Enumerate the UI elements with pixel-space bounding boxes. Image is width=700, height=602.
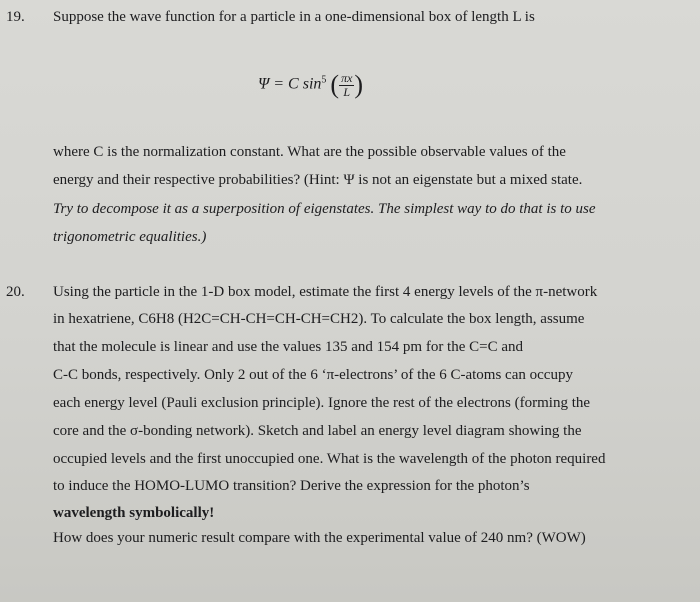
- question-20-line-7: occupied levels and the first unoccupied one. What is the wavelength of the photon required: [53, 451, 606, 467]
- question-20-line-10: How does your numeric result compare with the experimental value of 240 nm? (WOW): [53, 530, 586, 546]
- question-20-line-8: to induce the HOMO-LUMO transition? Derive the expression for the photon’s: [53, 478, 530, 494]
- equation-power: 5: [321, 74, 327, 86]
- question-20-line-1: Using the particle in the 1-D box model, estimate the first 4 energy levels of the π-network: [53, 284, 598, 300]
- equation-fraction: [339, 72, 354, 99]
- question-19-line-3: Try to decompose it as a superposition of eigenstates. The simplest way to do that is to use: [53, 201, 596, 217]
- question-20-number: 20.: [6, 284, 25, 300]
- question-20-line-6: core and the σ-bonding network). Sketch and label an energy level diagram showing the: [53, 423, 582, 439]
- question-20-line-9: wavelength symbolically!: [53, 505, 215, 521]
- question-19-line-4: trigonometric equalities.): [53, 229, 207, 245]
- equation-lhs: Ψ = C sin: [258, 75, 322, 93]
- question-20-line-5: each energy level (Pauli exclusion principle). Ignore the rest of the electrons (forming the: [53, 395, 591, 411]
- question-20-line-4: C-C bonds, respectively. Only 2 out of the 6 ‘π-electrons’ of the 6 C-atoms can occupy: [53, 367, 573, 383]
- question-20-line-2: in hexatriene, C6H8 (H2C=CH-CH=CH-CH=CH2). To calculate the box length, assume: [53, 311, 585, 327]
- fraction-denominator: L: [343, 84, 351, 99]
- wave-function-equation: Ψ = C $\sin^5$ ( $\frac{\pi x}{L}$ ): [258, 70, 364, 99]
- question-19-number: 19.: [6, 9, 25, 25]
- question-19-line-2: energy and their respective probabilities? (Hint: Ψ is not an eigenstate but a mixed state.: [53, 172, 583, 188]
- question-20-line-3: that the molecule is linear and use the values 135 and 154 pm for the C=C and: [53, 339, 524, 355]
- fraction-numerator: πx: [341, 70, 353, 85]
- question-19-intro: Suppose the wave function for a particle in a one-dimensional box of length L is: [53, 9, 535, 25]
- question-19-line-1: where C is the normalization constant. What are the possible observable values of the: [53, 144, 566, 160]
